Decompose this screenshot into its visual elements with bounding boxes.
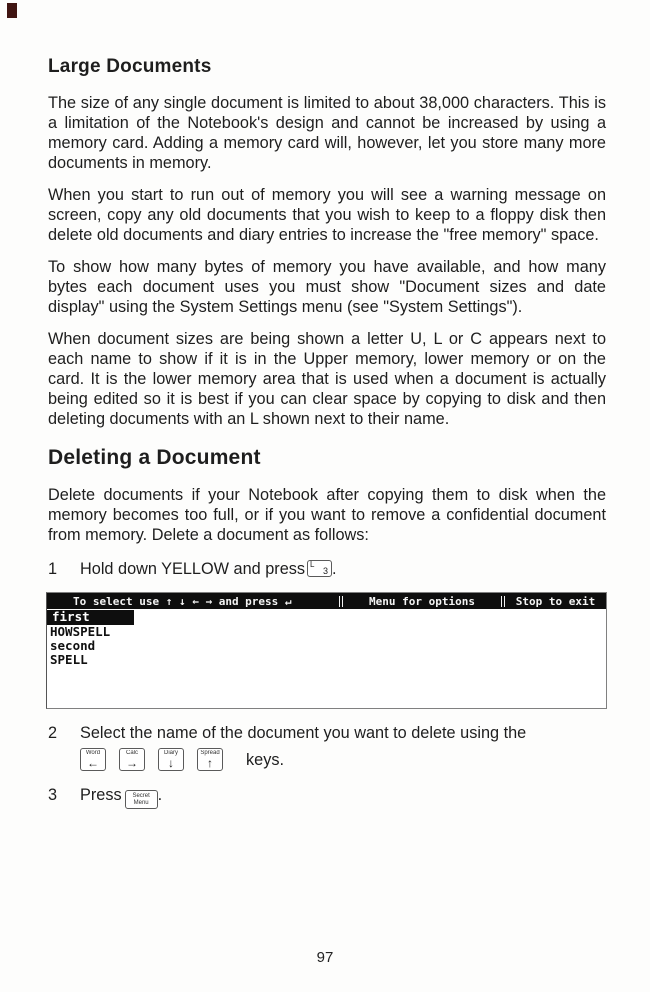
paragraph: Delete documents if your Notebook after copying them to disk when the memory becomes too full, or if you want to remove a confidential document from memory. Delete a document as follows: xyxy=(48,486,606,544)
calc-right-key-icon: Calc → xyxy=(119,748,145,771)
step-3 xyxy=(48,785,606,809)
step-text: Press Secret Menu . xyxy=(80,785,606,809)
keycap-l3-icon: L 3 xyxy=(307,560,332,577)
keys-suffix-text: keys. xyxy=(246,750,285,769)
menubar-menu-hint: Menu for options xyxy=(369,594,475,608)
step-text: Select the name of the document you want to delete using the Word ← Calc → Diary ↓ Spread ↑ keys. xyxy=(80,723,606,771)
document-list xyxy=(47,609,606,667)
page-number: 97 xyxy=(316,949,334,966)
paragraph: When you start to run out of memory you will see a warning message on screen, copy any old documents that you wish to keep to a floppy disk then delete old documents and diary entries to increase the "free memory" space. xyxy=(48,186,606,244)
menubar-select-hint: To select use ↑ ↓ ← → and press ↵ xyxy=(73,594,292,608)
spread-up-key-icon: Spread ↑ xyxy=(197,748,223,771)
secret-menu-key-icon: Secret Menu xyxy=(125,790,158,809)
document-list-item: SPELL xyxy=(50,652,88,667)
document-list-item: HOWSPELL xyxy=(50,624,111,639)
step-text: Hold down YELLOW and press L 3 . xyxy=(80,560,337,578)
section-title-deleting-a-document: Deleting a Document xyxy=(48,446,261,469)
step-number: 3 xyxy=(48,786,58,804)
paragraph: When document sizes are being shown a letter U, L or C appears next to each name to show if it is in the Upper memory, lower memory or on the card. It is the lower memory area that is used when a document is actually being edited so it is best if you can clear space by copying to disk and then deleting documents with an L shown next to their name. xyxy=(48,330,606,428)
diary-down-key-icon: Diary ↓ xyxy=(158,748,184,771)
menubar-stop-hint: Stop to exit xyxy=(515,594,596,608)
scan-artifact-mark xyxy=(7,3,17,18)
word-left-key-icon: Word ← xyxy=(80,748,106,771)
paragraph: The size of any single document is limited to about 38,000 characters. This is a limitation of the Notebook's design and cannot be increased by using a memory card. Adding a memory card will, however, let you store many more documents in memory. xyxy=(48,94,606,172)
section-title-large-documents: Large Documents xyxy=(48,56,212,77)
step-number: 1 xyxy=(48,560,58,578)
step-2 xyxy=(48,723,606,771)
screen-capture xyxy=(46,592,607,709)
document-list-item-selected: first xyxy=(47,610,606,625)
document-list-item: second xyxy=(50,638,96,653)
paragraph: To show how many bytes of memory you have available, and how many bytes each document uses you must show "Document sizes and date display" using the System Settings menu (see "System Settings"). xyxy=(48,258,606,316)
step-number: 2 xyxy=(48,724,58,742)
arrow-keys-row xyxy=(80,748,606,771)
manual-page xyxy=(48,56,606,809)
screen-menubar xyxy=(47,593,606,609)
step-1 xyxy=(48,559,606,579)
